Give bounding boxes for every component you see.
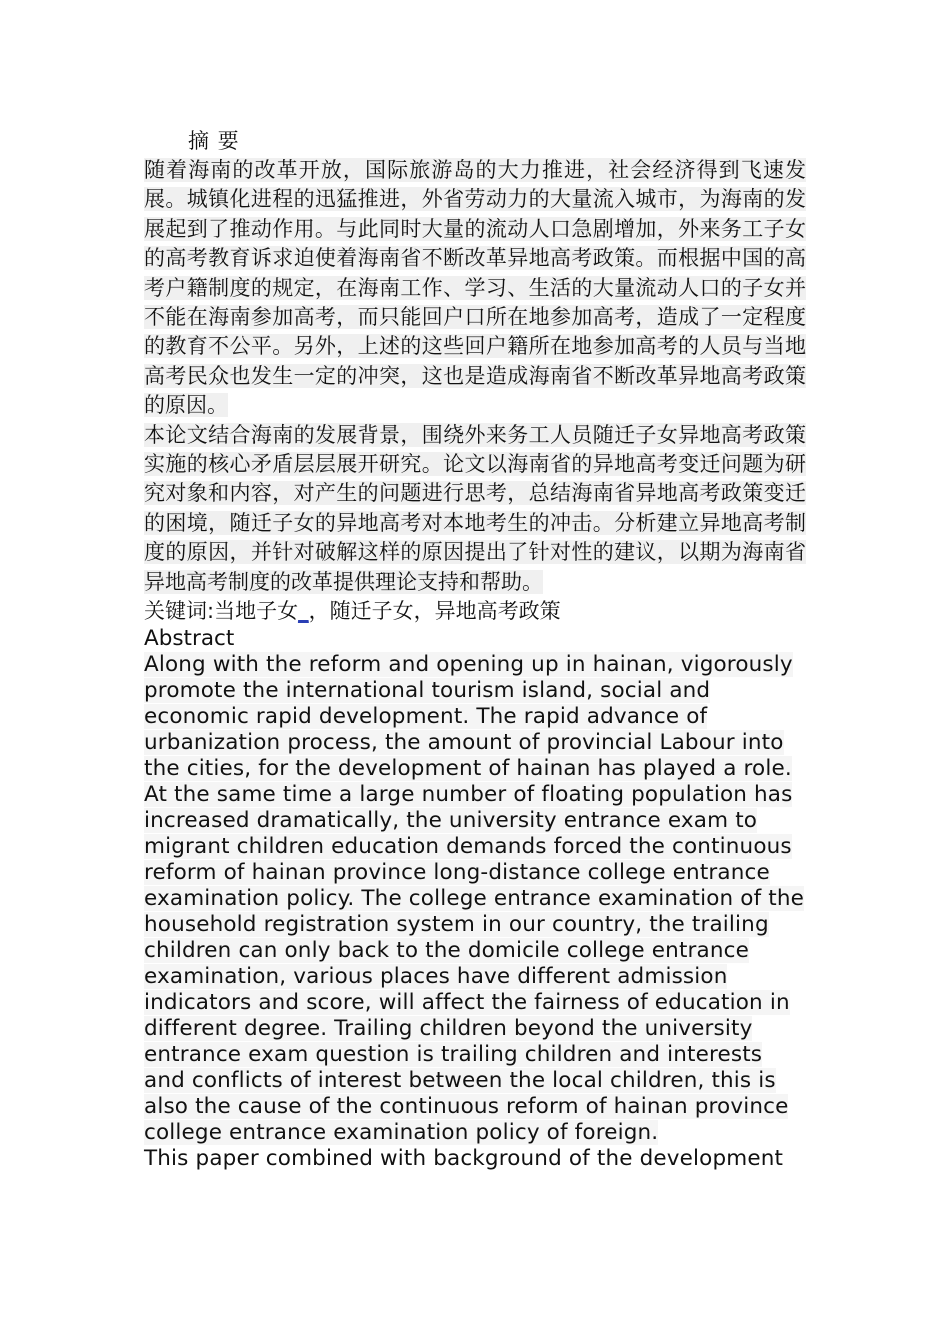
cn-abstract-paragraph-1-text: 随着海南的改革开放，国际旅游岛的大力推进，社会经济得到飞速发展。城镇化进程的迅猛推进，外省劳动力的大量流入城市，为海南的发展起到了推动作用。与此同时大量的流动人口急剧增加，外来务工子女的高考教育诉求迫使着海南省不断改革异地高考政策。而根据中国的高考户籍制度的规定，在海南工作、学习、生活的大量流动人口的子女并不能在海南参加高考，而只能回户口所在地参加高考，造成了一定程度的教育不公平。另外，上述的这些回户籍所在地参加高考的人员与当地高考民众也发生一定的冲突，这也是造成海南省不断改革异地高考政策的原因。 (144, 158, 806, 418)
cn-abstract-paragraph-1 (144, 156, 806, 421)
cn-abstract-paragraph-2 (144, 421, 806, 597)
cn-keywords-line (144, 597, 806, 626)
cn-keyword-separator: _ (298, 599, 309, 624)
en-abstract-paragraph-1 (144, 652, 806, 1146)
cn-keyword-1: 当地子女 (214, 599, 299, 624)
document-page (144, 126, 806, 1172)
cn-abstract-paragraph-2-text: 本论文结合海南的发展背景，围绕外来务工人员随迁子女异地高考政策实施的核心矛盾层层展开研究。论文以海南省的异地高考变迁问题为研究对象和内容，对产生的问题进行思考，总结海南省异地高考政策变迁的困境，随迁子女的异地高考对本地考生的冲击。分析建立异地高考制度的原因，并针对破解这样的原因提出了针对性的建议，以期为海南省异地高考制度的改革提供理论支持和帮助。 (144, 422, 806, 594)
cn-keywords-rest: ，随迁子女，异地高考政策 (308, 599, 561, 624)
en-abstract-paragraph-2 (144, 1146, 806, 1172)
cn-abstract-title: 摘 要 (188, 129, 240, 153)
en-abstract-paragraph-2-text: This paper combined with background of the development (144, 1146, 784, 1172)
en-abstract-paragraph-1-text: Along with the reform and opening up in hainan, vigorously promote the international tourism island, social and economic rapid development. The rapid advance of urbanization process, the amount of provincial Labour into the cities, for the development of hainan has played a role. At the same time a large number of floating population has increased dramatically, the university entrance exam to migrant children education demands forced the continuous reform of hainan province long-distance college entrance examination policy. The college entrance examination of the household registration system in our country, the trailing children can only back to the domicile college entrance examination, various places have different admission indicators and score, will affect the fairness of education in different degree. Trailing children beyond the university entrance exam question is trailing children and interests and conflicts of interest between the local children, this is also the cause of the continuous reform of hainan province college entrance examination policy of foreign. (144, 652, 805, 1146)
en-abstract-title: Abstract (144, 626, 235, 652)
cn-keywords-label: 关键词: (144, 599, 215, 624)
